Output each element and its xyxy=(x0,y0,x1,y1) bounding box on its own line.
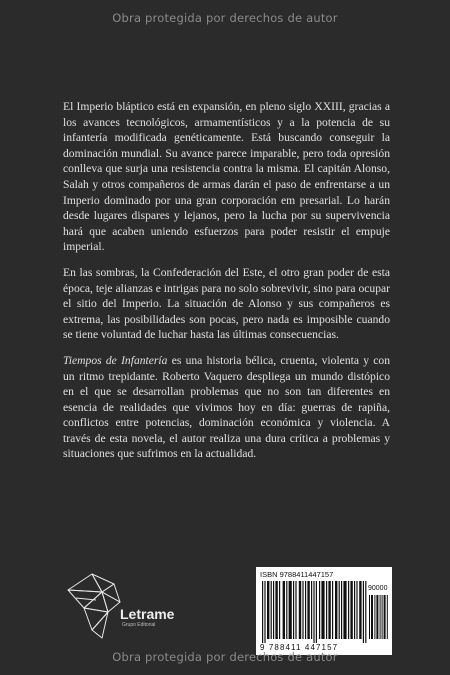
book-title: Tiempos de Infantería xyxy=(63,353,168,367)
publisher-name: Letrame xyxy=(120,606,175,622)
price-code: 90000 xyxy=(368,585,388,592)
synopsis-paragraph-1: El Imperio bláptico está en expansión, en pleno siglo XXIII, gracias a los avances tecnológicos, armamentísticos y a la potencia de su infantería modificada genéticamente. Está buscando conseguir la dominación mundial. Su avance parece imparable, pero toda opresión conlleva que surja una resistencia contra la misma. El capitán Alonso, Salah y otros compañeros de armas darán el paso de enfrentarse a un Imperio dominado por una gran corporación em presarial. Lo harán desde lugares dispares y lejanos, pero la lucha por su supervivencia hará que acaben uniendo esfuerzos para poder resistir el empuje imperial. xyxy=(63,100,390,254)
barcode-bars xyxy=(256,567,392,655)
synopsis xyxy=(63,99,390,462)
synopsis-paragraph-3 xyxy=(63,353,390,462)
isbn-label: ISBN 9788411447157 xyxy=(260,570,334,579)
barcode-panel xyxy=(256,567,392,655)
watermark-bottom: Obra protegida por derechos de autor xyxy=(112,650,338,664)
barcode-digits: 9 788411 447157 xyxy=(260,643,339,652)
publisher-subtitle: Grupo Editorial xyxy=(122,622,156,628)
watermark-top: Obra protegida por derechos de autor xyxy=(112,11,338,25)
synopsis-paragraph-2: En las sombras, la Confederación del Este, el otro gran poder de esta época, teje alianzas e intrigas para no solo sobrevivir, sino para ocupar el sitio del Imperio. La situación de Alonso y sus compañeros es extrema, las posibilidades son pocas, pero nada es imposible cuando se tiene voluntad de luchar hasta las últimas consecuencias. xyxy=(63,265,390,342)
synopsis-paragraph-3-text: es una historia bélica, cruenta, violenta y con un ritmo trepidante. Roberto Vaquero despliega un mundo distópico en el que se desarrollan problemas que no son tan diferentes en esencia de realidades que vivimos hoy en día: guerras de rapiña, conflictos entre potencias, dominación económica y violencia. A través de esta novela, el autor realiza una dura crítica a problemas y situaciones que sufrimos en la actualidad. xyxy=(63,353,390,461)
